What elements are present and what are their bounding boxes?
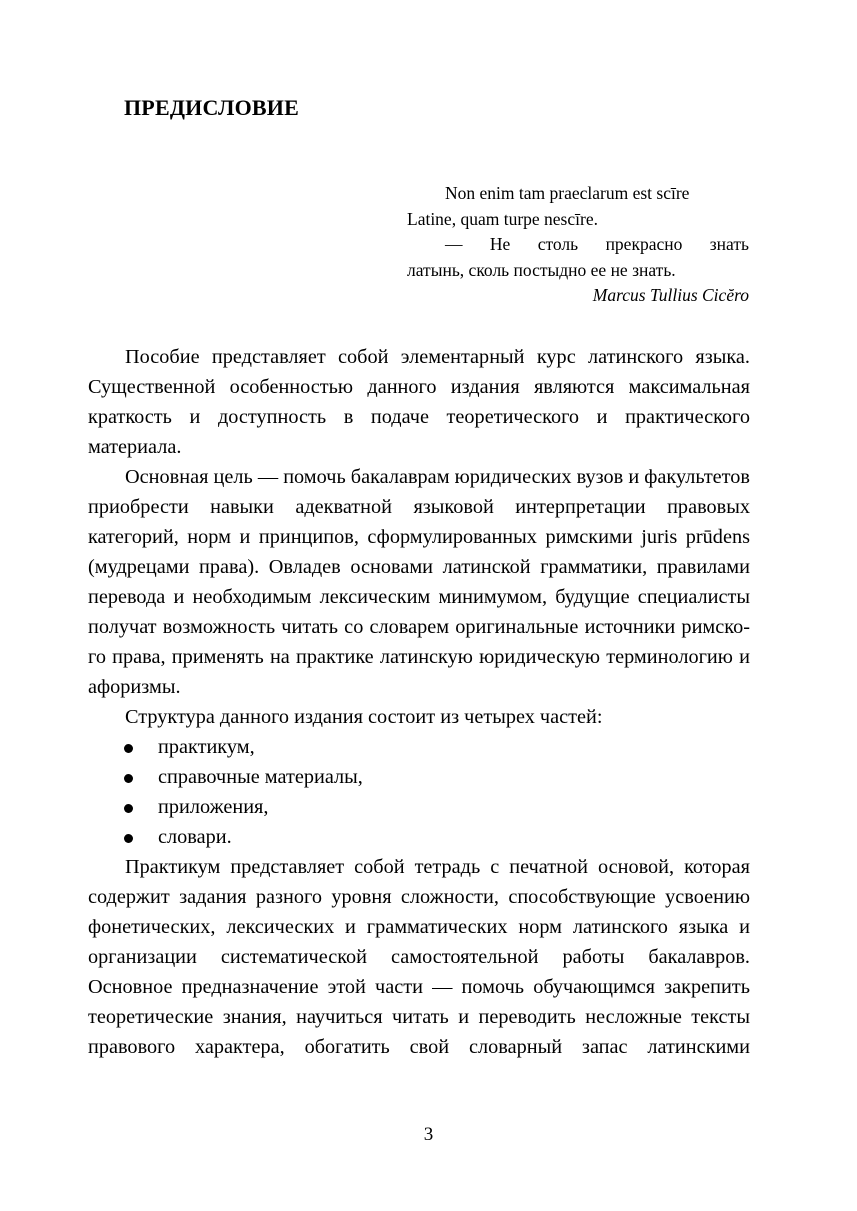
list-item	[88, 762, 750, 792]
epigraph-russian-line-2: латынь, сколь постыдно ее не знать.	[407, 259, 676, 280]
list-item	[88, 792, 750, 822]
list-item	[88, 732, 750, 762]
list-item-text: практикум,	[158, 736, 255, 758]
paragraph-structure: Структура данного издания состоит из четырех частей:	[125, 706, 603, 728]
paragraph-practicum: Практикум представляет собой тетрадь с печатной основой, которая содержит задания разного уровня сложности, способствующие усвоению фонетических, лексических и грамматических норм латинского языка и организации систематической самостоятельной работы бакалавров. Основное предназначение этой части — помочь обучающимся закрепить теоретические знания, научиться читать и переводить несложные тексты правового характера, обогатить свой словарный запас латинскими	[88, 856, 750, 1058]
list-item	[88, 822, 750, 852]
list-item-text: приложения,	[158, 796, 269, 818]
structure-list	[88, 732, 750, 852]
page-number: 3	[423, 1124, 434, 1145]
epigraph-author: Marcus Tullius Cicĕro	[592, 285, 749, 305]
page-title: ПРЕДИСЛОВИЕ	[124, 95, 299, 120]
epigraph-latin-line-2: Latine, quam turpe nescīre.	[407, 208, 598, 229]
bullet-icon	[124, 804, 133, 813]
epigraph-latin-line-1: Non enim tam praeclarum est scīre	[445, 183, 690, 203]
paragraph-intro: Пособие представляет собой элементарный курс латинского языка. Существенной особенностью данного издания являются максимальная краткость и доступность в подаче теоретического и практического материала.	[88, 346, 750, 458]
list-item-text: словари.	[158, 826, 232, 848]
body-text	[88, 342, 750, 1062]
bullet-icon	[124, 774, 133, 783]
list-item-text: справочные материалы,	[158, 766, 363, 788]
paragraph-goal: Основная цель — помочь бакалаврам юридических вузов и факультетов приобрести навыки адекватной языковой интерпретации правовых категорий, норм и принципов, сформулированных римскими juris prūdens (мудрецами права). Овладев основами латинской грамматики, правилами перевода и необходимым лексическим минимумом, будущие специалисты получат возможность читать со словарем оригинальные источники римского права, применять на практике латинскую юридическую терминологию и афоризмы.	[88, 466, 750, 698]
epigraph-russian-line-1: — Не столь прекрасно знать	[445, 234, 749, 254]
epigraph	[407, 181, 749, 309]
bullet-icon	[124, 834, 133, 843]
bullet-icon	[124, 744, 133, 753]
